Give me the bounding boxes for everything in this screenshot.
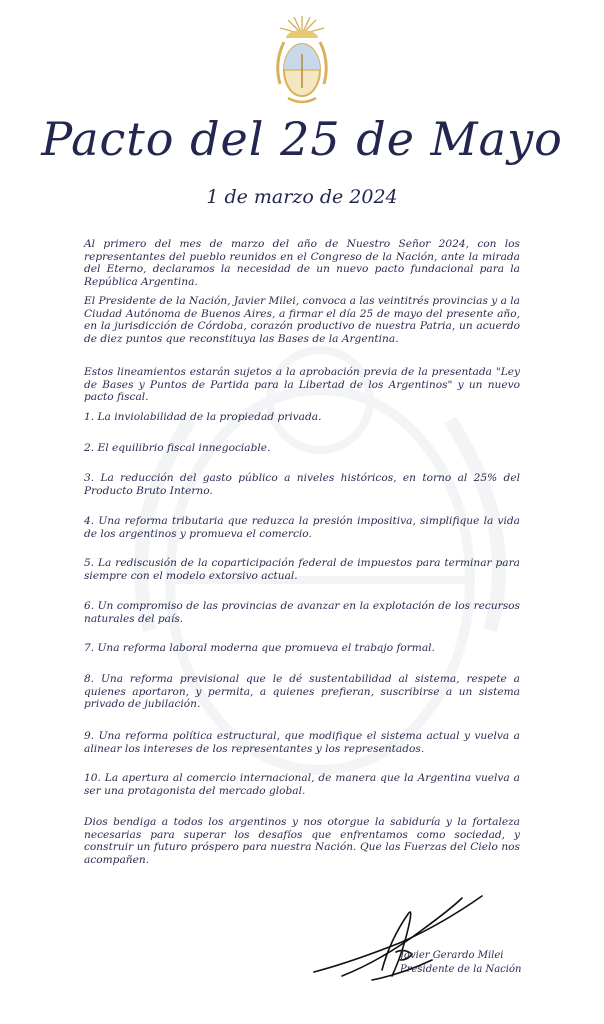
intro-paragraph-2: El Presidente de la Nación, Javier Milei, convoca a las veintitrés provincias y a la Ciudad Autónoma de Buenos Aires, a firmar el día 25 de mayo del presente año, en la jurisdicción de Córdoba, corazón productivo de nuestra Patria, un acuerdo de diez puntos que reconstituya las Bases de la Argentina. xyxy=(84,295,520,345)
signatory-role: Presidente de la Nación xyxy=(400,964,522,975)
closing-paragraph: Dios bendiga a todos los argentinos y nos otorgue la sabiduría y la fortaleza necesarias para superar los desafíos que enfrentamos como sociedad, y construir un futuro próspero para nuestra Nación. Que las Fuerzas del Cielo nos acompañen. xyxy=(84,816,520,866)
intro-paragraph-3: Estos lineamientos estarán sujetos a la aprobación previa de la presentada "Ley de Bases y Puntos de Partida para la Libertad de los Argentinos" y un nuevo pacto fiscal. xyxy=(84,366,520,404)
point-8: 8. Una reforma previsional que le dé sustentabilidad al sistema, respete a quienes aportaron, y permita, a quienes prefieran, suscribirse a un sistema privado de jubilación. xyxy=(84,673,520,711)
point-3: 3. La reducción del gasto público a niveles históricos, en torno al 25% del Producto Bruto Interno. xyxy=(84,472,520,497)
point-1: 1. La inviolabilidad de la propiedad privada. xyxy=(84,411,322,423)
point-4: 4. Una reforma tributaria que reduzca la presión impositiva, simplifique la vida de los argentinos y promueva el comercio. xyxy=(84,515,520,540)
coat-of-arms-seal xyxy=(274,14,330,110)
intro-paragraph-1: Al primero del mes de marzo del año de Nuestro Señor 2024, con los representantes del pueblo reunidos en el Congreso de la Nación, ante la mirada del Eterno, declaramos la necesidad de un nuevo pacto fundacional para la República Argentina. xyxy=(84,238,520,288)
signature-block xyxy=(312,890,532,1010)
point-6: 6. Un compromiso de las provincias de avanzar en la explotación de los recursos naturales del país. xyxy=(84,600,520,625)
point-2: 2. El equilibrio fiscal innegociable. xyxy=(84,442,271,454)
signatory-name: Javier Gerardo Milei xyxy=(400,950,504,961)
document-date: 1 de marzo de 2024 xyxy=(206,186,398,208)
handwritten-signature xyxy=(312,890,532,990)
point-7: 7. Una reforma laboral moderna que promueva el trabajo formal. xyxy=(84,642,435,654)
point-5: 5. La rediscusión de la coparticipación federal de impuestos para terminar para siempre con el modelo extorsivo actual. xyxy=(84,557,520,582)
document-title: Pacto del 25 de Mayo xyxy=(41,112,563,166)
point-9: 9. Una reforma política estructural, que modifique el sistema actual y vuelva a alinear los intereses de los representantes y los representados. xyxy=(84,730,520,755)
point-10: 10. La apertura al comercio internacional, de manera que la Argentina vuelva a ser una protagonista del mercado global. xyxy=(84,772,520,797)
